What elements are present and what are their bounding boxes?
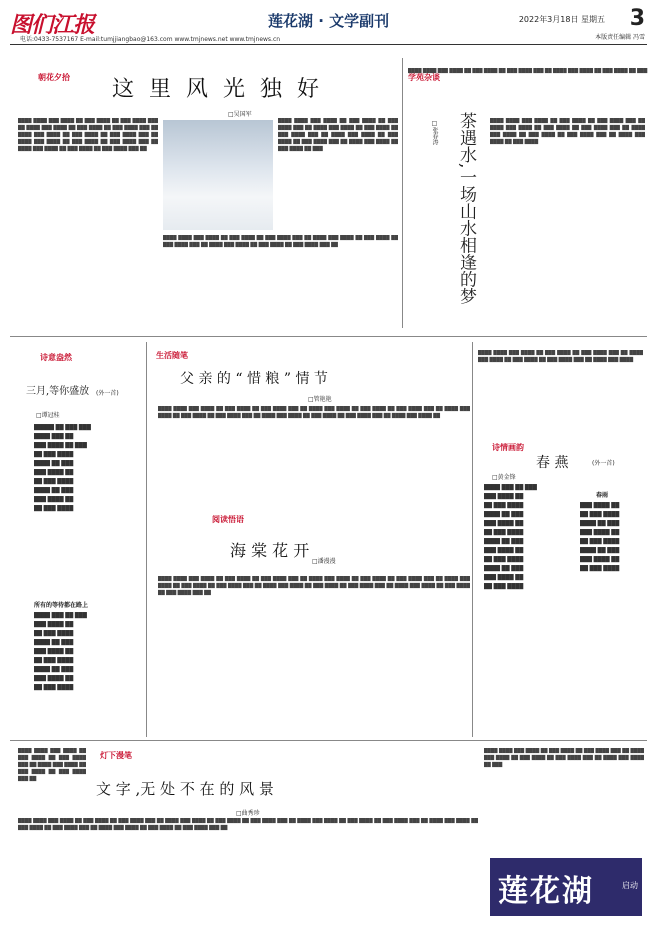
article-body: ████ ████ ███ ████ ██ ███ ████ ██ ███ ████ ███ ██ ████ ███ ████ ██ ███ ████ ██ ███ ████ ███ ██ <box>18 749 86 782</box>
column-badge: 生活随笔 <box>156 350 188 360</box>
column-badge: 诗意盎然 <box>40 352 72 362</box>
article-byline: □张春涛 <box>431 120 438 145</box>
poem-title: 春 燕 <box>536 455 569 471</box>
article-body: ████ ████ ███ ████ ██ ███ ████ ██ ███ ████ ███ ██ ████ ███ ████ ██ ███ ████ ██ ███ ████ ███ ██ ████ ███ ████ ██ ███ ████ ██ ███ ████ ███ ██ ████ ███ ████ ██ ███ ████ ██ ███ <box>278 119 398 152</box>
winter-landscape-photo <box>163 120 273 230</box>
article-body: ████ ████ ███ ████ ██ ███ ████ ██ ███ ████ ███ ██ ████ ███ ████ ██ ███ ████ ██ ███ ████ ███ ██ ████ ███ ████ ██ ███ ████ ██ ███ ████ ███ ██ ████ ███ ████ ██ ███ ████ ██ ███ ████ ███ ██ ████ ███ ████ ██ ███ ████ ██ ███ ████ ███ ██ <box>158 577 470 596</box>
page-number: 3 <box>629 6 645 31</box>
article-body: ████ ████ ███ ████ ██ ███ ████ ██ ███ ████ ███ ██ ████ ███ ████ ██ ███ ████ ██ ███ ████ ███ ██ ████ ███ ████ ██ ███ ████ ██ ███ ████ ███ ██ <box>163 236 398 248</box>
section-logo-text: 莲花湖 <box>498 874 594 909</box>
newspaper-logo: 图们江报 <box>10 12 95 38</box>
poem-subtitle: 春雨 <box>596 492 609 499</box>
publish-date: 2022年3月18日 星期五 <box>518 15 605 24</box>
article-title: 文 字 ,无 处 不 在 的 风 景 <box>96 780 274 798</box>
article-body: ████ ████ ███ ████ ██ ███ ████ ██ ███ ████ ███ ██ ████ ███ ████ ██ ███ ████ ██ ███ <box>408 69 648 74</box>
column-badge: 阅读悟语 <box>212 514 244 524</box>
column-divider <box>146 342 147 737</box>
poem-author: □谭冠桂 <box>36 412 60 419</box>
poem-body: ████ ███ ██ ███ ███ ████ ██ ██ ███ ████ ████ ██ ███ ███ ████ ██ ██ ███ ████ ████ ██ ███ ███ ████ ██ ██ ███ ████ ████ ██ ███ ███ ████ ██ ██ ███ ████ <box>484 485 537 590</box>
article-title: 茶遇水,一场山水相逢的梦 <box>456 112 476 305</box>
section-logo-banner <box>490 858 642 916</box>
column-divider <box>402 58 403 328</box>
article-byline: □曲秀珍 <box>236 810 260 817</box>
column-badge: 诗情画韵 <box>492 442 524 452</box>
article-body: ████ ████ ███ ████ ██ ███ ████ ██ ███ ████ ███ ██ ████ ███ ████ ██ ███ ████ ██ ███ ████ ███ ██ ████ ███ ████ ██ ███ <box>484 749 644 768</box>
article-title: 父 亲 的 “ 惜 粮 ” 情 节 <box>180 371 328 387</box>
article-body: ████ ████ ███ ████ ██ ███ ████ ██ ███ ████ ███ ██ ████ ███ ████ ██ ███ ████ ██ ███ ████ ███ ██ ████ ███ ████ ██ ███ ████ ██ ███ ████ ███ ██ ████ ███ ████ ██ ███ ████ ██ ███ ████ ███ ██ ████ ███ ████ ██ <box>158 407 470 419</box>
column-divider <box>472 342 473 737</box>
article-byline: □管艳艳 <box>308 396 332 403</box>
column-badge: 灯下漫笔 <box>100 750 132 760</box>
article-title: 海 棠 花 开 <box>230 541 310 560</box>
poem-author: □黄金锋 <box>492 474 516 481</box>
section-title: 莲花湖 · 文学副刊 <box>268 12 390 30</box>
poem-body: █████ ██ ███ ███ ████ ███ ██ ███ ████ ██ ███ ██ ███ ████ ████ ██ ███ ███ ████ ██ ██ ███ ████ ████ ██ ███ ███ ████ ██ ██ ███ ████ <box>34 425 91 512</box>
editor-credit: 本版责任编辑 冯雪 <box>595 34 645 41</box>
article-body: ████ ████ ███ ████ ██ ███ ████ ██ ███ ████ ███ ██ ████ ███ ████ ██ ███ ████ ██ ███ ████ ███ ██ ████ ███ ████ ██ ███ ████ ██ ███ ████ ███ ██ ████ ███ ████ ██ ███ ████ ██ ███ ████ ███ ██ ████ ███ ████ ██ ███ ████ ██ ███ ████ ███ ██ <box>18 819 478 831</box>
column-badge: 学苑杂谈 <box>408 72 440 82</box>
section-divider <box>10 740 647 741</box>
article-byline: □吴国军 <box>228 111 252 118</box>
poem-subtitle: 所有的等待都在路上 <box>34 602 89 609</box>
article-byline: □潘漫漫 <box>312 558 336 565</box>
article-body: ████ ████ ███ ████ ██ ███ ████ ██ ███ ████ ███ ██ ████ ███ ████ ██ ███ ████ ██ ███ ████ ███ ██ ████ ███ ████ <box>478 351 643 363</box>
poem-subtitle: (外一首) <box>96 390 119 397</box>
section-logo-subtext: 启动 <box>622 881 638 890</box>
poem-body: ████ ███ ██ ███ ███ ████ ██ ██ ███ ████ ████ ██ ███ ███ ████ ██ ██ ███ ████ ████ ██ ███ ███ ████ ██ ██ ███ ████ <box>34 613 87 691</box>
masthead <box>10 8 647 45</box>
contact-line: 电话:0433-7537167 E-mail:tumjjiangbao@163.com www.tmjnews.net www.tmjnews.cn <box>20 36 281 43</box>
section-divider <box>10 336 647 337</box>
article-body: ████ ████ ███ ████ ██ ███ ████ ██ ███ ████ ███ ██ ████ ███ ████ ██ ███ ████ ██ ███ ████ ███ ██ ████ ███ ████ ██ ███ ████ ██ ███ ████ ███ ██ ████ ███ ████ ██ ███ ████ ██ ███ ████ ███ ██ ████ ███ ████ ██ ███ ████ ██ ███ ████ ███ ██ <box>18 119 158 152</box>
poem-body: ███ ████ ██ ██ ███ ████ ████ ██ ███ ███ ████ ██ ██ ███ ████ ████ ██ ███ ███ ████ ██ ██ ███ ████ <box>580 503 620 572</box>
poem-subtitle: (外一首) <box>592 460 615 467</box>
article-title: 这 里 风 光 独 好 <box>112 77 323 102</box>
poem-title: 三月,等你盛放 <box>26 386 90 397</box>
column-badge: 朝花夕拾 <box>38 72 70 82</box>
article-body: ████ ████ ███ ████ ██ ███ ████ ██ ███ ████ ███ ██ ████ ███ ████ ██ ███ ████ ██ ███ ████ ███ ██ ████ ███ ████ ██ ███ ████ ██ ███ ████ ███ ██ ████ ███ ████ ██ ███ ████ <box>490 119 645 145</box>
